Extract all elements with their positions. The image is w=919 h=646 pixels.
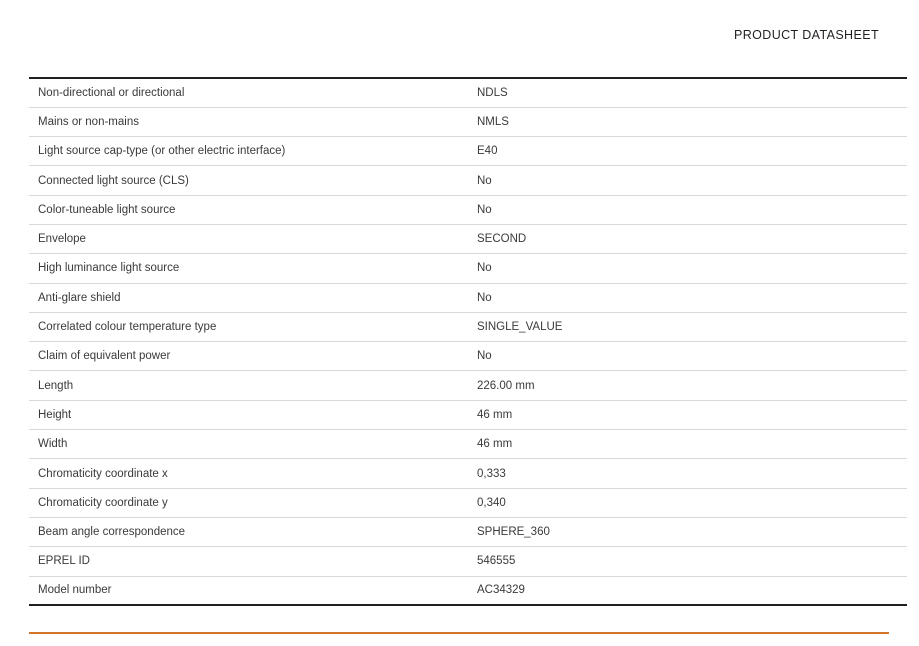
spec-value: AC34329 [468,576,907,605]
table-row [29,459,907,488]
spec-value: 0,340 [468,488,907,517]
table-row [29,576,907,605]
spec-label: Model number [29,576,468,605]
table-row [29,342,907,371]
spec-label: Color-tuneable light source [29,195,468,224]
page-title: PRODUCT DATASHEET [733,28,879,42]
spec-value: NMLS [468,107,907,136]
spec-label: Beam angle correspondence [29,517,468,546]
spec-label: Mains or non-mains [29,107,468,136]
table-row [29,430,907,459]
footer-accent-rule [29,632,889,634]
table-row [29,371,907,400]
table-row [29,195,907,224]
table-row [29,517,907,546]
table-row [29,107,907,136]
table-row [29,166,907,195]
specification-table-body [29,78,907,605]
table-row [29,400,907,429]
spec-label: Light source cap-type (or other electric interface) [29,137,468,166]
spec-label: Non-directional or directional [29,78,468,107]
spec-label: Height [29,400,468,429]
spec-label: Width [29,430,468,459]
table-row [29,137,907,166]
spec-label: Chromaticity coordinate y [29,488,468,517]
spec-value: 546555 [468,547,907,576]
spec-label: Envelope [29,224,468,253]
spec-value: 226.00 mm [468,371,907,400]
spec-value: 46 mm [468,400,907,429]
spec-value: 0,333 [468,459,907,488]
spec-value: SINGLE_VALUE [468,312,907,341]
spec-label: EPREL ID [29,547,468,576]
spec-value: SPHERE_360 [468,517,907,546]
spec-label: Chromaticity coordinate x [29,459,468,488]
spec-label: High luminance light source [29,254,468,283]
table-row [29,312,907,341]
table-row [29,224,907,253]
spec-label: Correlated colour temperature type [29,312,468,341]
table-row [29,547,907,576]
spec-value: No [468,254,907,283]
spec-value: 46 mm [468,430,907,459]
spec-label: Claim of equivalent power [29,342,468,371]
table-row [29,254,907,283]
table-row [29,283,907,312]
spec-value: No [468,166,907,195]
spec-value: No [468,195,907,224]
spec-value: No [468,283,907,312]
spec-value: No [468,342,907,371]
spec-label: Connected light source (CLS) [29,166,468,195]
table-row [29,488,907,517]
spec-label: Length [29,371,468,400]
table-row [29,78,907,107]
spec-value: NDLS [468,78,907,107]
spec-value: SECOND [468,224,907,253]
spec-label: Anti-glare shield [29,283,468,312]
spec-value: E40 [468,137,907,166]
specification-table [29,77,907,606]
